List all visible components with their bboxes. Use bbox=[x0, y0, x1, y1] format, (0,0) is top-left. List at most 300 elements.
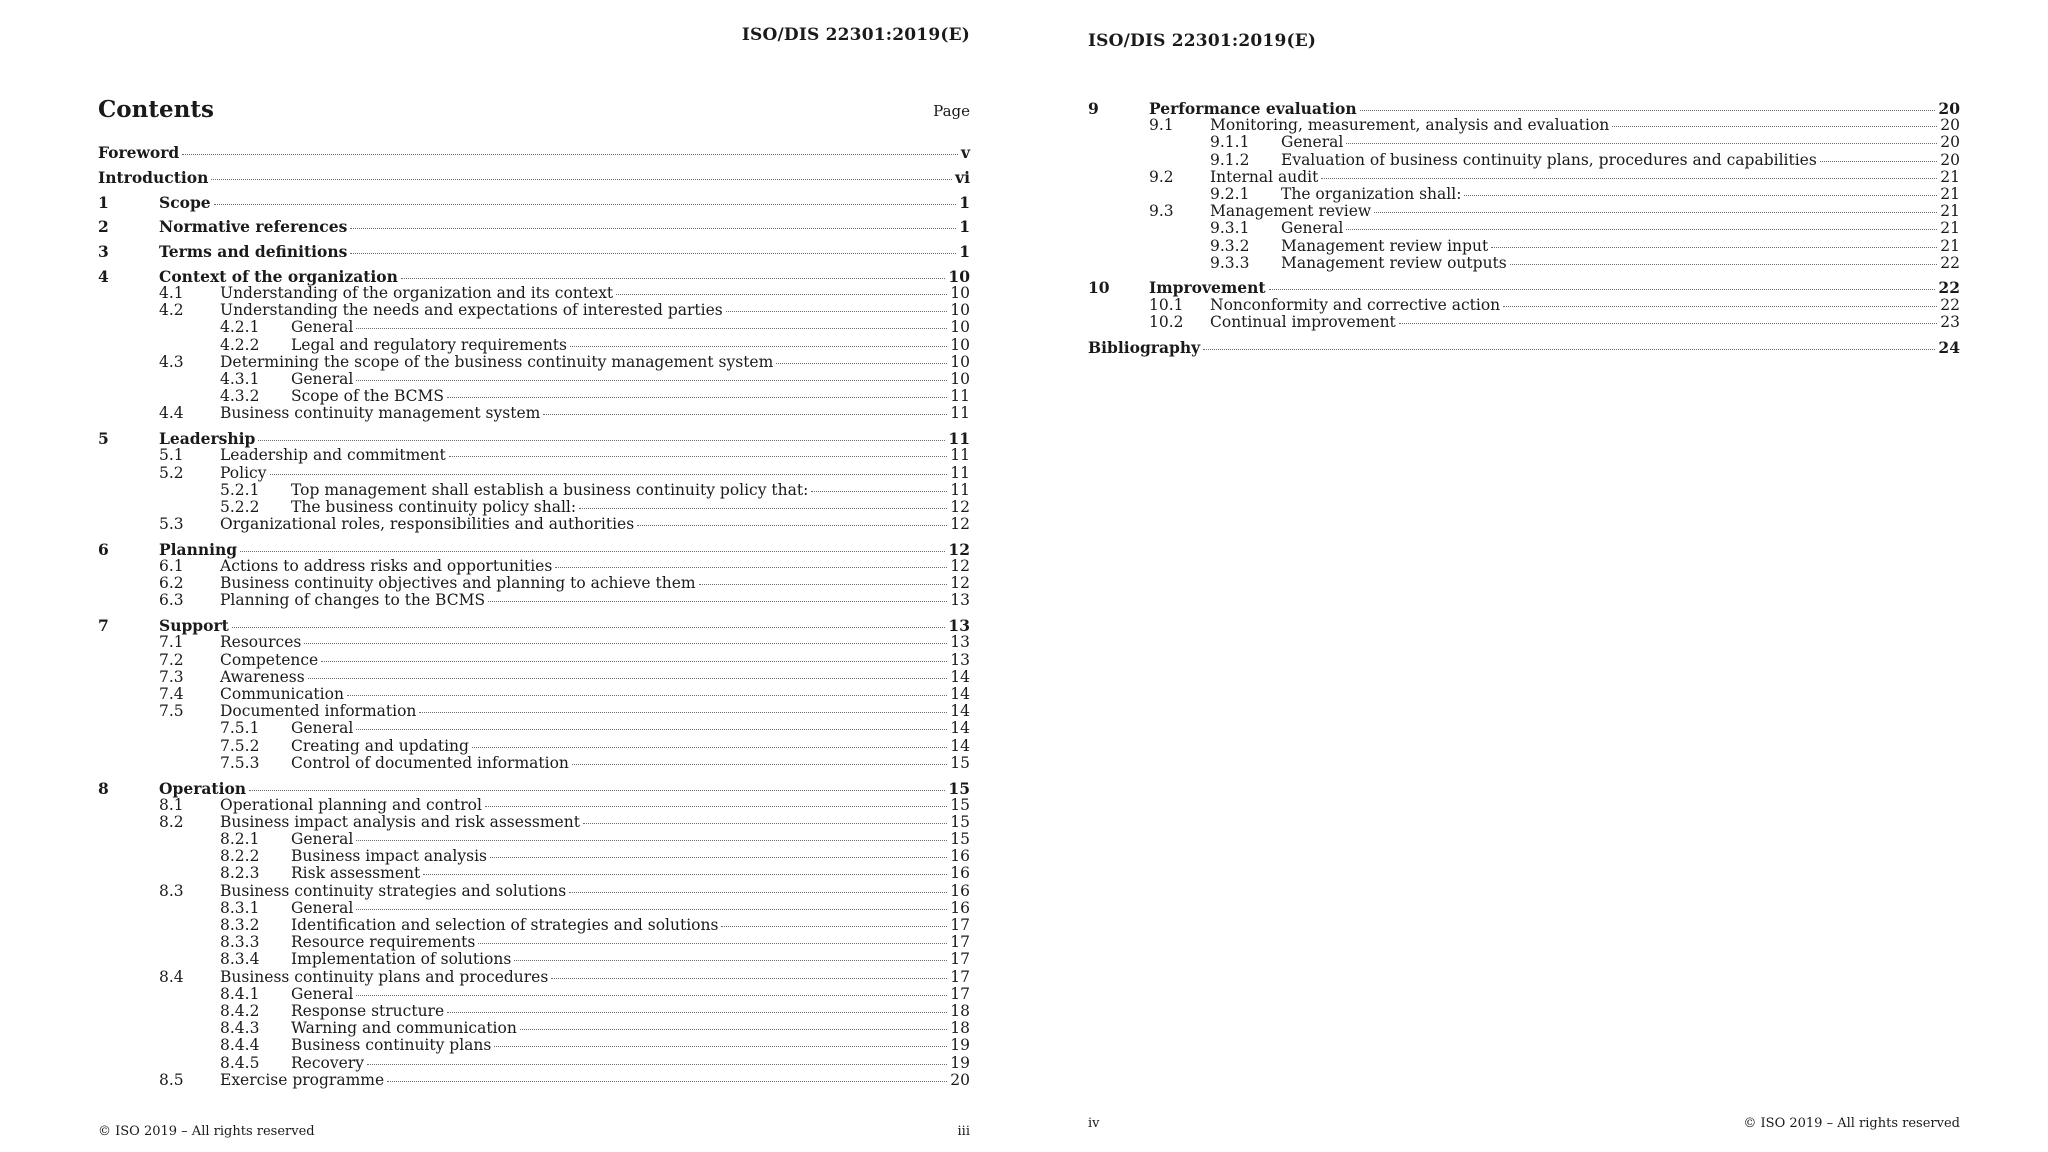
toc-entry-number: 8 bbox=[98, 778, 109, 798]
toc-entry[interactable] bbox=[98, 558, 970, 575]
toc-dot-leader bbox=[616, 294, 947, 295]
toc-entry[interactable] bbox=[98, 1020, 970, 1037]
toc-entry-number: 8.1 bbox=[159, 795, 184, 814]
toc-dot-leader bbox=[182, 154, 958, 155]
footer-page-number: iii bbox=[957, 1124, 970, 1139]
toc-entry[interactable] bbox=[98, 917, 970, 934]
toc-entry[interactable] bbox=[98, 268, 970, 285]
toc-entry[interactable] bbox=[98, 951, 970, 968]
toc-entry-title: General bbox=[291, 719, 354, 738]
toc-dot-leader bbox=[304, 643, 947, 644]
toc-entry[interactable] bbox=[98, 499, 970, 516]
toc-entry-page: 20 bbox=[1938, 99, 1960, 118]
toc-entry-title: Identification and selection of strategies and solutions bbox=[291, 916, 719, 935]
toc-entry-number: 9.1 bbox=[1149, 116, 1174, 135]
toc-entry-title: Exercise programme bbox=[220, 1070, 385, 1089]
toc-entry-title: General bbox=[291, 370, 354, 389]
toc-entry[interactable] bbox=[98, 969, 970, 986]
toc-entry[interactable] bbox=[98, 575, 970, 592]
toc-entry-number: 5.1 bbox=[159, 446, 184, 465]
toc-entry[interactable] bbox=[1088, 100, 1960, 117]
toc-list bbox=[1088, 100, 1960, 356]
toc-entry[interactable] bbox=[98, 986, 970, 1003]
footer-copyright: © ISO 2019 – All rights reserved bbox=[1743, 1116, 1960, 1131]
toc-dot-leader bbox=[356, 729, 947, 730]
toc-entry[interactable] bbox=[98, 243, 970, 260]
toc-entry-page: 16 bbox=[950, 881, 970, 900]
toc-entry-page: 17 bbox=[950, 916, 970, 935]
toc-entry[interactable] bbox=[1088, 169, 1960, 186]
toc-entry-title: Nonconformity and corrective action bbox=[1210, 295, 1501, 314]
toc-entry-number: 4.4 bbox=[159, 404, 184, 423]
toc-dot-leader bbox=[1346, 229, 1937, 230]
toc-entry-number: 10 bbox=[1088, 278, 1110, 298]
footer-copyright: © ISO 2019 – All rights reserved bbox=[98, 1124, 315, 1139]
toc-entry-page: 15 bbox=[950, 812, 970, 831]
toc-entry-page: 13 bbox=[950, 650, 970, 669]
toc-entry-number: 9.1.1 bbox=[1210, 133, 1250, 152]
toc-entry[interactable] bbox=[98, 194, 970, 211]
toc-entry-title: Operation bbox=[159, 778, 247, 798]
toc-entry-page: 17 bbox=[950, 933, 970, 952]
toc-dot-leader bbox=[423, 874, 947, 875]
toc-entry-title: Introduction bbox=[98, 167, 209, 187]
toc-entry-number: 4.3.2 bbox=[220, 387, 260, 406]
toc-entry-page: 14 bbox=[950, 702, 970, 721]
toc-entry-title: Recovery bbox=[291, 1053, 364, 1072]
toc-entry[interactable] bbox=[1088, 152, 1960, 169]
toc-entry-number: 9.3 bbox=[1149, 202, 1174, 221]
toc-entry-title: Business continuity plans and procedures bbox=[220, 967, 549, 986]
toc-entry-title: Business continuity management system bbox=[220, 404, 541, 423]
toc-entry-title: Implementation of solutions bbox=[291, 950, 512, 969]
toc-entry-page: vi bbox=[955, 167, 970, 187]
toc-entry-page: 10 bbox=[948, 266, 970, 286]
toc-entry-number: 8.2.1 bbox=[220, 830, 260, 849]
toc-entry[interactable] bbox=[98, 592, 970, 609]
toc-dot-leader bbox=[356, 909, 947, 910]
toc-entry-number: 4 bbox=[98, 266, 109, 286]
toc-dot-leader bbox=[551, 978, 947, 979]
toc-entry-page: 16 bbox=[950, 864, 970, 883]
toc-entry-page: 13 bbox=[950, 633, 970, 652]
toc-entry-number: 5.3 bbox=[159, 515, 184, 534]
toc-entry[interactable] bbox=[98, 1003, 970, 1020]
toc-dot-leader bbox=[350, 228, 956, 229]
toc-entry-number: 8.4.5 bbox=[220, 1053, 260, 1072]
toc-entry[interactable] bbox=[98, 669, 970, 686]
toc-dot-leader bbox=[387, 1081, 947, 1082]
toc-entry-title: Planning of changes to the BCMS bbox=[220, 591, 486, 610]
toc-entry-page: 11 bbox=[950, 446, 970, 465]
toc-entry[interactable] bbox=[98, 430, 970, 447]
toc-entry[interactable] bbox=[98, 848, 970, 865]
toc-entry-page: 22 bbox=[1940, 295, 1960, 314]
toc-entry-page: 14 bbox=[950, 736, 970, 755]
toc-entry-title: Communication bbox=[220, 685, 344, 703]
toc-entry-page: 10 bbox=[950, 352, 970, 371]
toc-entry-title: Planning bbox=[159, 539, 238, 559]
toc-entry-number: 9 bbox=[1088, 99, 1099, 118]
toc-entry-number: 10.1 bbox=[1149, 295, 1184, 314]
toc-entry-page: 19 bbox=[950, 1036, 970, 1055]
toc-entry-title: Documented information bbox=[220, 702, 417, 721]
toc-dot-leader bbox=[232, 627, 946, 628]
toc-dot-leader bbox=[776, 363, 947, 364]
toc-entry-number: 8.2 bbox=[159, 812, 184, 831]
toc-entry-page: 17 bbox=[950, 950, 970, 969]
toc-entry-title: Performance evaluation bbox=[1149, 99, 1357, 118]
toc-dot-leader bbox=[726, 311, 948, 312]
toc-entry[interactable] bbox=[98, 652, 970, 669]
toc-entry[interactable] bbox=[98, 465, 970, 482]
toc-dot-leader bbox=[1203, 349, 1935, 350]
toc-entry-title: Control of documented information bbox=[291, 753, 569, 772]
toc-dot-leader bbox=[270, 474, 948, 475]
toc-entry[interactable] bbox=[98, 720, 970, 737]
toc-dot-leader bbox=[485, 806, 947, 807]
toc-entry-number: 2 bbox=[98, 217, 109, 237]
toc-dot-leader bbox=[321, 661, 947, 662]
toc-entry[interactable] bbox=[98, 634, 970, 651]
toc-dot-leader bbox=[488, 601, 947, 602]
toc-dot-leader bbox=[258, 440, 945, 441]
toc-entry-page: 13 bbox=[950, 591, 970, 610]
toc-dot-leader bbox=[490, 857, 947, 858]
toc-entry[interactable] bbox=[98, 516, 970, 533]
toc-entry-number: 7.4 bbox=[159, 685, 184, 703]
toc-dot-leader bbox=[494, 1046, 947, 1047]
toc-entry-title: Continual improvement bbox=[1210, 312, 1396, 331]
toc-entry-page: 21 bbox=[1940, 184, 1960, 203]
toc-entry-number: 7.3 bbox=[159, 667, 184, 686]
toc-entry-title: Operational planning and control bbox=[220, 795, 482, 814]
toc-dot-leader bbox=[583, 823, 947, 824]
toc-entry[interactable] bbox=[1088, 238, 1960, 255]
toc-entry-number: 7.1 bbox=[159, 633, 184, 652]
toc-entry-number: 6.2 bbox=[159, 574, 184, 593]
toc-dot-leader bbox=[356, 840, 947, 841]
toc-dot-leader bbox=[308, 678, 948, 679]
toc-entry-number: 7.5.1 bbox=[220, 719, 260, 738]
toc-dot-leader bbox=[1399, 323, 1937, 324]
toc-entry[interactable] bbox=[98, 218, 970, 235]
toc-entry-page: 17 bbox=[950, 984, 970, 1003]
toc-entry-number: 5.2.2 bbox=[220, 497, 260, 516]
toc-dot-leader bbox=[1321, 178, 1937, 179]
toc-entry[interactable] bbox=[98, 755, 970, 772]
toc-dot-leader bbox=[356, 328, 947, 329]
toc-entry-page: 10 bbox=[950, 301, 970, 320]
toc-entry-title: Business continuity objectives and planning to achieve them bbox=[220, 574, 696, 593]
toc-entry[interactable] bbox=[98, 1072, 970, 1089]
toc-entry-title: Normative references bbox=[159, 217, 348, 237]
toc-entry[interactable] bbox=[98, 1055, 970, 1072]
toc-entry-number: 8.5 bbox=[159, 1070, 184, 1089]
toc-entry[interactable] bbox=[1088, 314, 1960, 331]
toc-entry-page: 1 bbox=[959, 242, 970, 262]
toc-entry-number: 8.3 bbox=[159, 881, 184, 900]
toc-dot-leader bbox=[249, 790, 945, 791]
toc-entry-page: 11 bbox=[950, 480, 970, 499]
toc-entry[interactable] bbox=[98, 814, 970, 831]
toc-entry[interactable] bbox=[98, 934, 970, 951]
toc-entry-number: 8.4 bbox=[159, 967, 184, 986]
toc-entry-number: 7 bbox=[98, 616, 109, 636]
toc-entry-title: Management review outputs bbox=[1281, 253, 1507, 272]
page-column-label: Page bbox=[933, 102, 970, 120]
toc-entry[interactable] bbox=[1088, 220, 1960, 237]
toc-entry[interactable] bbox=[98, 371, 970, 388]
toc-entry-page: 17 bbox=[950, 967, 970, 986]
toc-entry[interactable] bbox=[98, 831, 970, 848]
toc-dot-leader bbox=[472, 747, 947, 748]
toc-entry-page: 14 bbox=[950, 685, 970, 703]
toc-dot-leader bbox=[240, 551, 945, 552]
toc-entry[interactable] bbox=[98, 797, 970, 814]
toc-entry[interactable] bbox=[98, 354, 970, 371]
toc-entry-title: General bbox=[291, 898, 354, 917]
toc-entry[interactable] bbox=[98, 337, 970, 354]
toc-entry-title: Understanding the needs and expectations of interested parties bbox=[220, 301, 723, 320]
toc-entry-number: 4.3 bbox=[159, 352, 184, 371]
toc-entry-title: The business continuity policy shall: bbox=[291, 497, 577, 516]
toc-entry-title: Business continuity plans bbox=[291, 1036, 492, 1055]
toc-dot-leader bbox=[449, 456, 948, 457]
toc-entry[interactable] bbox=[98, 738, 970, 755]
toc-entry-title: Scope of the BCMS bbox=[291, 387, 444, 406]
toc-entry-number: 8.4.3 bbox=[220, 1019, 260, 1038]
toc-entry[interactable] bbox=[1088, 186, 1960, 203]
toc-dot-leader bbox=[570, 346, 947, 347]
toc-entry-number: 4.2.1 bbox=[220, 318, 260, 337]
toc-dot-leader bbox=[579, 508, 947, 509]
toc-entry-title: General bbox=[1281, 219, 1344, 238]
toc-entry-number: 5.2.1 bbox=[220, 480, 260, 499]
toc-entry[interactable] bbox=[98, 388, 970, 405]
toc-dot-leader bbox=[214, 204, 957, 205]
toc-entry-title: Foreword bbox=[98, 143, 180, 162]
toc-entry[interactable] bbox=[98, 319, 970, 336]
toc-entry-page: 1 bbox=[959, 217, 970, 237]
toc-entry-page: 18 bbox=[950, 1019, 970, 1038]
toc-entry-number: 9.3.1 bbox=[1210, 219, 1250, 238]
toc-entry-number: 10.2 bbox=[1149, 312, 1184, 331]
toc-dot-leader bbox=[350, 253, 956, 254]
toc-entry-title: Risk assessment bbox=[291, 864, 421, 883]
toc-entry-page: 23 bbox=[1940, 312, 1960, 331]
toc-entry-page: 15 bbox=[950, 753, 970, 772]
toc-entry[interactable] bbox=[98, 285, 970, 302]
toc-dot-leader bbox=[367, 1064, 947, 1065]
toc-dot-leader bbox=[347, 695, 947, 696]
toc-entry-title: Resource requirements bbox=[291, 933, 476, 952]
toc-dot-leader bbox=[1491, 247, 1937, 248]
toc-entry[interactable] bbox=[98, 302, 970, 319]
toc-entry-number: 9.1.2 bbox=[1210, 150, 1250, 169]
toc-entry-number: 9.3.2 bbox=[1210, 236, 1250, 255]
toc-dot-leader bbox=[1374, 212, 1937, 213]
toc-entry-page: 21 bbox=[1940, 219, 1960, 238]
toc-dot-leader bbox=[811, 491, 947, 492]
toc-entry-page: 13 bbox=[948, 616, 970, 636]
toc-dot-leader bbox=[514, 960, 947, 961]
toc-entry-number: 4.1 bbox=[159, 284, 184, 303]
toc-entry[interactable] bbox=[98, 883, 970, 900]
toc-entry-number: 8.2.3 bbox=[220, 864, 260, 883]
right-page bbox=[1088, 0, 1960, 1152]
toc-entry[interactable] bbox=[1088, 255, 1960, 272]
toc-entry-page: 15 bbox=[950, 830, 970, 849]
toc-dot-leader bbox=[520, 1029, 947, 1030]
toc-entry-title: Awareness bbox=[220, 667, 305, 686]
toc-entry-title: Bibliography bbox=[1088, 337, 1201, 357]
toc-entry[interactable] bbox=[98, 900, 970, 917]
toc-entry-page: 24 bbox=[1938, 337, 1960, 357]
toc-entry[interactable] bbox=[98, 865, 970, 882]
toc-entry-page: 11 bbox=[948, 429, 970, 449]
toc-entry-page: 19 bbox=[950, 1053, 970, 1072]
toc-entry-title: Internal audit bbox=[1210, 167, 1319, 186]
document-header: ISO/DIS 22301:2019(E) bbox=[1088, 31, 1317, 51]
toc-entry-title: Organizational roles, responsibilities and authorities bbox=[220, 515, 635, 534]
toc-dot-leader bbox=[356, 995, 947, 996]
toc-entry-title: General bbox=[291, 830, 354, 849]
left-page bbox=[98, 0, 970, 1152]
toc-entry-page: 21 bbox=[1940, 202, 1960, 221]
toc-entry-page: 16 bbox=[950, 847, 970, 866]
toc-entry-title: Determining the scope of the business continuity management system bbox=[220, 352, 774, 371]
toc-entry-title: Policy bbox=[220, 463, 267, 482]
toc-entry[interactable] bbox=[98, 703, 970, 720]
toc-entry-page: 22 bbox=[1938, 278, 1960, 298]
toc-entry-number: 7.5 bbox=[159, 702, 184, 721]
toc-entry-page: 18 bbox=[950, 1001, 970, 1020]
toc-entry-page: 12 bbox=[950, 574, 970, 593]
toc-dot-leader bbox=[1360, 110, 1936, 111]
toc-entry-title: Business continuity strategies and solutions bbox=[220, 881, 567, 900]
toc-entry-page: 11 bbox=[950, 404, 970, 423]
toc-entry-number: 7.5.3 bbox=[220, 753, 260, 772]
toc-entry[interactable] bbox=[1088, 279, 1960, 296]
toc-entry-number: 8.4.2 bbox=[220, 1001, 260, 1020]
toc-entry-number: 9.3.3 bbox=[1210, 253, 1250, 272]
toc-entry-page: v bbox=[960, 143, 970, 162]
toc-entry[interactable] bbox=[98, 617, 970, 634]
toc-entry-title: General bbox=[291, 318, 354, 337]
toc-entry[interactable] bbox=[1088, 297, 1960, 314]
toc-entry[interactable] bbox=[98, 541, 970, 558]
toc-entry-title: General bbox=[1281, 133, 1344, 152]
toc-entry[interactable] bbox=[1088, 117, 1960, 134]
toc-entry[interactable] bbox=[98, 169, 970, 186]
toc-entry-page: 21 bbox=[1940, 167, 1960, 186]
toc-entry-title: Evaluation of business continuity plans, procedures and capabilities bbox=[1281, 150, 1817, 169]
toc-entry-number: 5.2 bbox=[159, 463, 184, 482]
toc-entry-page: 12 bbox=[950, 557, 970, 576]
toc-entry-number: 4.2 bbox=[159, 301, 184, 320]
toc-dot-leader bbox=[1346, 143, 1937, 144]
toc-entry-title: Improvement bbox=[1149, 278, 1266, 298]
toc-entry[interactable] bbox=[98, 780, 970, 797]
toc-entry-page: 11 bbox=[950, 387, 970, 406]
toc-list bbox=[98, 144, 970, 1089]
toc-entry[interactable] bbox=[98, 1037, 970, 1054]
toc-dot-leader bbox=[637, 525, 947, 526]
toc-entry-title: The organization shall: bbox=[1281, 184, 1462, 203]
toc-entry-number: 8.2.2 bbox=[220, 847, 260, 866]
toc-entry-title: Competence bbox=[220, 650, 319, 669]
toc-dot-leader bbox=[211, 179, 952, 180]
toc-entry-page: 15 bbox=[948, 778, 970, 798]
toc-entry-title: General bbox=[291, 984, 354, 1003]
toc-entry[interactable] bbox=[98, 447, 970, 464]
toc-entry-page: 12 bbox=[948, 539, 970, 559]
toc-entry-number: 8.3.3 bbox=[220, 933, 260, 952]
toc-dot-leader bbox=[543, 414, 947, 415]
toc-dot-leader bbox=[1612, 126, 1937, 127]
toc-entry-title: Management review bbox=[1210, 202, 1372, 221]
toc-entry-page: 16 bbox=[950, 898, 970, 917]
toc-entry-page: 22 bbox=[1940, 253, 1960, 272]
toc-entry-title: Management review input bbox=[1281, 236, 1489, 255]
toc-entry-title: Understanding of the organization and its context bbox=[220, 284, 614, 303]
toc-entry[interactable] bbox=[98, 144, 970, 161]
toc-entry-page: 10 bbox=[950, 318, 970, 337]
toc-entry-number: 1 bbox=[98, 192, 109, 212]
toc-entry[interactable] bbox=[1088, 339, 1960, 356]
document-header: ISO/DIS 22301:2019(E) bbox=[741, 25, 970, 45]
toc-entry-title: Business impact analysis bbox=[291, 847, 487, 866]
toc-entry[interactable] bbox=[98, 482, 970, 499]
toc-dot-leader bbox=[1464, 195, 1937, 196]
toc-entry-page: 14 bbox=[950, 719, 970, 738]
toc-entry-page: 15 bbox=[950, 795, 970, 814]
toc-entry-page: 12 bbox=[950, 515, 970, 534]
toc-entry-title: Actions to address risks and opportunities bbox=[220, 557, 553, 576]
toc-entry-number: 8.3.4 bbox=[220, 950, 260, 969]
toc-entry-title: Legal and regulatory requirements bbox=[291, 335, 567, 354]
toc-entry[interactable] bbox=[98, 686, 970, 703]
toc-dot-leader bbox=[447, 397, 947, 398]
toc-entry[interactable] bbox=[98, 405, 970, 422]
toc-entry-title: Top management shall establish a business continuity policy that: bbox=[291, 480, 809, 499]
toc-entry-number: 4.2.2 bbox=[220, 335, 260, 354]
toc-entry-title: Leadership and commitment bbox=[220, 446, 446, 465]
toc-entry-page: 20 bbox=[1940, 116, 1960, 135]
toc-entry-page: 11 bbox=[950, 463, 970, 482]
toc-dot-leader bbox=[1820, 161, 1937, 162]
toc-entry-title: Business impact analysis and risk assessment bbox=[220, 812, 580, 831]
toc-entry-title: Warning and communication bbox=[291, 1019, 517, 1038]
toc-entry[interactable] bbox=[1088, 134, 1960, 151]
toc-entry[interactable] bbox=[1088, 203, 1960, 220]
toc-entry-page: 10 bbox=[950, 284, 970, 303]
toc-dot-leader bbox=[1510, 264, 1938, 265]
toc-entry-number: 3 bbox=[98, 242, 109, 262]
toc-entry-page: 21 bbox=[1940, 236, 1960, 255]
toc-entry-title: Response structure bbox=[291, 1001, 445, 1020]
toc-entry-page: 14 bbox=[950, 667, 970, 686]
toc-entry-title: Scope bbox=[159, 192, 211, 212]
toc-dot-leader bbox=[401, 278, 946, 279]
toc-entry-number: 6.1 bbox=[159, 557, 184, 576]
toc-entry-number: 9.2.1 bbox=[1210, 184, 1250, 203]
toc-entry-page: 20 bbox=[950, 1070, 970, 1089]
toc-entry-number: 8.4.1 bbox=[220, 984, 260, 1003]
toc-dot-leader bbox=[419, 712, 947, 713]
toc-entry-title: Support bbox=[159, 616, 229, 636]
